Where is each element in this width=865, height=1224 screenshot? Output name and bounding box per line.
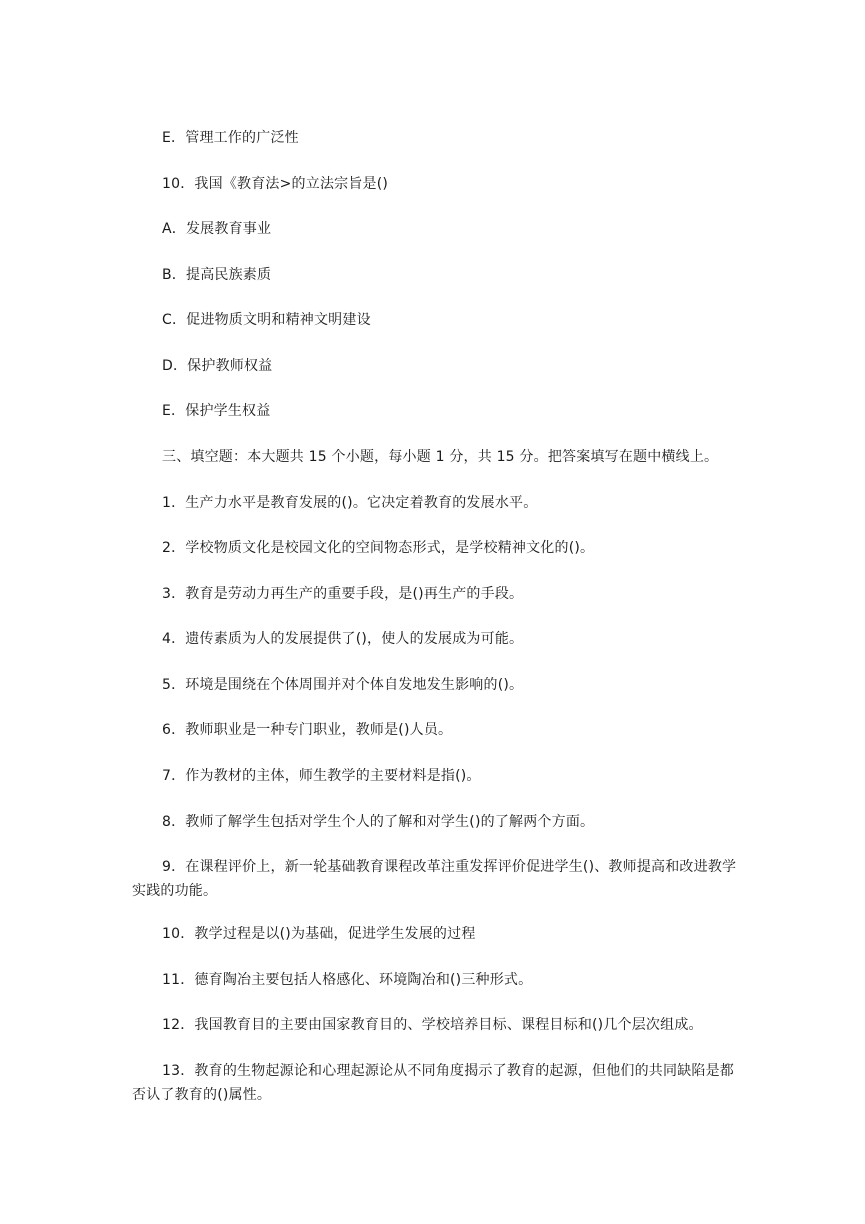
fill-question-13: 13．教育的生物起源论和心理起源论从不同角度揭示了教育的起源，但他们的共同缺陷是都否认了教育的()属性。 <box>132 1063 735 1103</box>
fill-question-2: 2．学校物质文化是校园文化的空间物态形式，是学校精神文化的()。 <box>162 540 595 556</box>
fill-question-1: 1．生产力水平是教育发展的()。它决定着教育的发展水平。 <box>162 495 538 511</box>
option-b: B．提高民族素质 <box>162 267 272 283</box>
fill-question-8: 8．教师了解学生包括对学生个人的了解和对学生()的了解两个方面。 <box>162 814 595 830</box>
fill-question-6: 6．教师职业是一种专门职业，教师是()人员。 <box>162 722 453 738</box>
fill-question-11: 11．德育陶冶主要包括人格感化、环境陶冶和()三种形式。 <box>162 972 533 988</box>
section-heading-fill-in: 三、填空题：本大题共 15 个小题，每小题 1 分，共 15 分。把答案填写在题中横线上。 <box>162 449 719 465</box>
fill-question-12: 12．我国教育目的主要由国家教育目的、学校培养目标、课程目标和()几个层次组成。 <box>162 1017 703 1033</box>
fill-question-5: 5．环境是围绕在个体周围并对个体自发地发生影响的()。 <box>162 677 524 693</box>
question-10: 10．我国《教育法>的立法宗旨是() <box>162 176 389 192</box>
fill-question-9: 9．在课程评价上，新一轮基础教育课程改革注重发挥评价促进学生()、教师提高和改进教学实践的功能。 <box>132 859 737 899</box>
option-c: C．促进物质文明和精神文明建设 <box>162 312 371 328</box>
option-a: A．发展教育事业 <box>162 221 272 237</box>
option-e-management: E．管理工作的广泛性 <box>162 130 299 146</box>
fill-question-3: 3．教育是劳动力再生产的重要手段，是()再生产的手段。 <box>162 586 524 602</box>
fill-question-4: 4．遗传素质为人的发展提供了()，使人的发展成为可能。 <box>162 631 524 647</box>
fill-question-7: 7．作为教材的主体，师生教学的主要材料是指()。 <box>162 768 481 784</box>
option-d: D．保护教师权益 <box>162 358 273 374</box>
option-e: E．保护学生权益 <box>162 403 271 419</box>
fill-question-10: 10．教学过程是以()为基础，促进学生发展的过程 <box>162 926 476 942</box>
